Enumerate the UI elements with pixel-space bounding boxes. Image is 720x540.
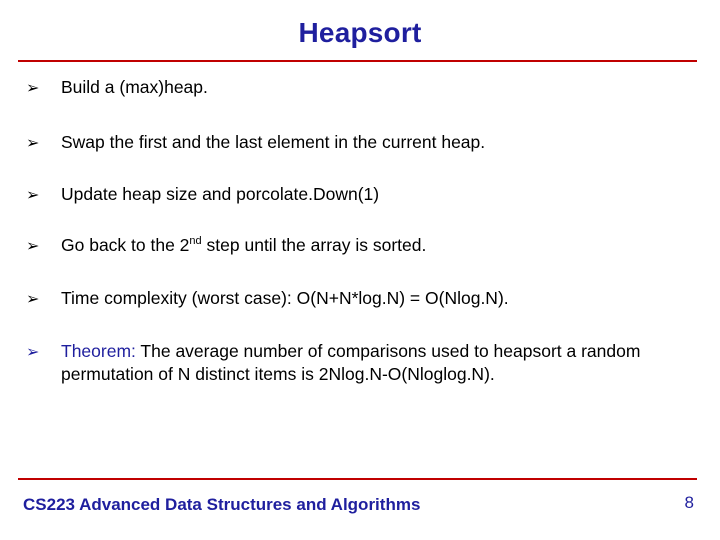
bullet-text: Build a (max)heap. [61,77,208,97]
bullet-text: Time complexity (worst case): O(N+N*log.N) = O(Nlog.N). [61,288,509,308]
bullet-text-post: step until the array is sorted. [201,235,427,255]
arrow-bullet-icon: ➢ [26,342,40,361]
arrow-bullet-icon: ➢ [26,78,40,97]
bullet-item [26,131,706,154]
bullet-item [26,340,706,386]
bullet-item [26,234,706,257]
bullet-item [26,76,706,99]
arrow-bullet-icon: ➢ [26,289,40,308]
footer-divider [18,478,697,480]
theorem-text: The average number of comparisons used to heapsort a random permutation of N distinct items is 2Nlog.N-O(Nloglog.N). [61,341,641,384]
bullet-text [61,340,706,386]
bullet-text: Swap the first and the last element in the current heap. [61,132,486,152]
arrow-bullet-icon: ➢ [26,236,40,255]
footer-course-title: CS223 Advanced Data Structures and Algorithms [23,495,421,514]
bullet-item [26,287,706,310]
bullet-text: Update heap size and porcolate.Down(1) [61,184,380,204]
bullet-item [26,183,706,206]
ordinal-suffix: nd [189,235,202,248]
page-number: 8 [684,493,694,512]
bullet-text [61,234,706,257]
arrow-bullet-icon: ➢ [26,133,40,152]
theorem-label: Theorem: [61,341,136,361]
bullet-text-pre: Go back to the 2 [61,235,190,255]
arrow-bullet-icon: ➢ [26,185,40,204]
slide-title: Heapsort [298,17,422,48]
title-divider [18,60,697,62]
